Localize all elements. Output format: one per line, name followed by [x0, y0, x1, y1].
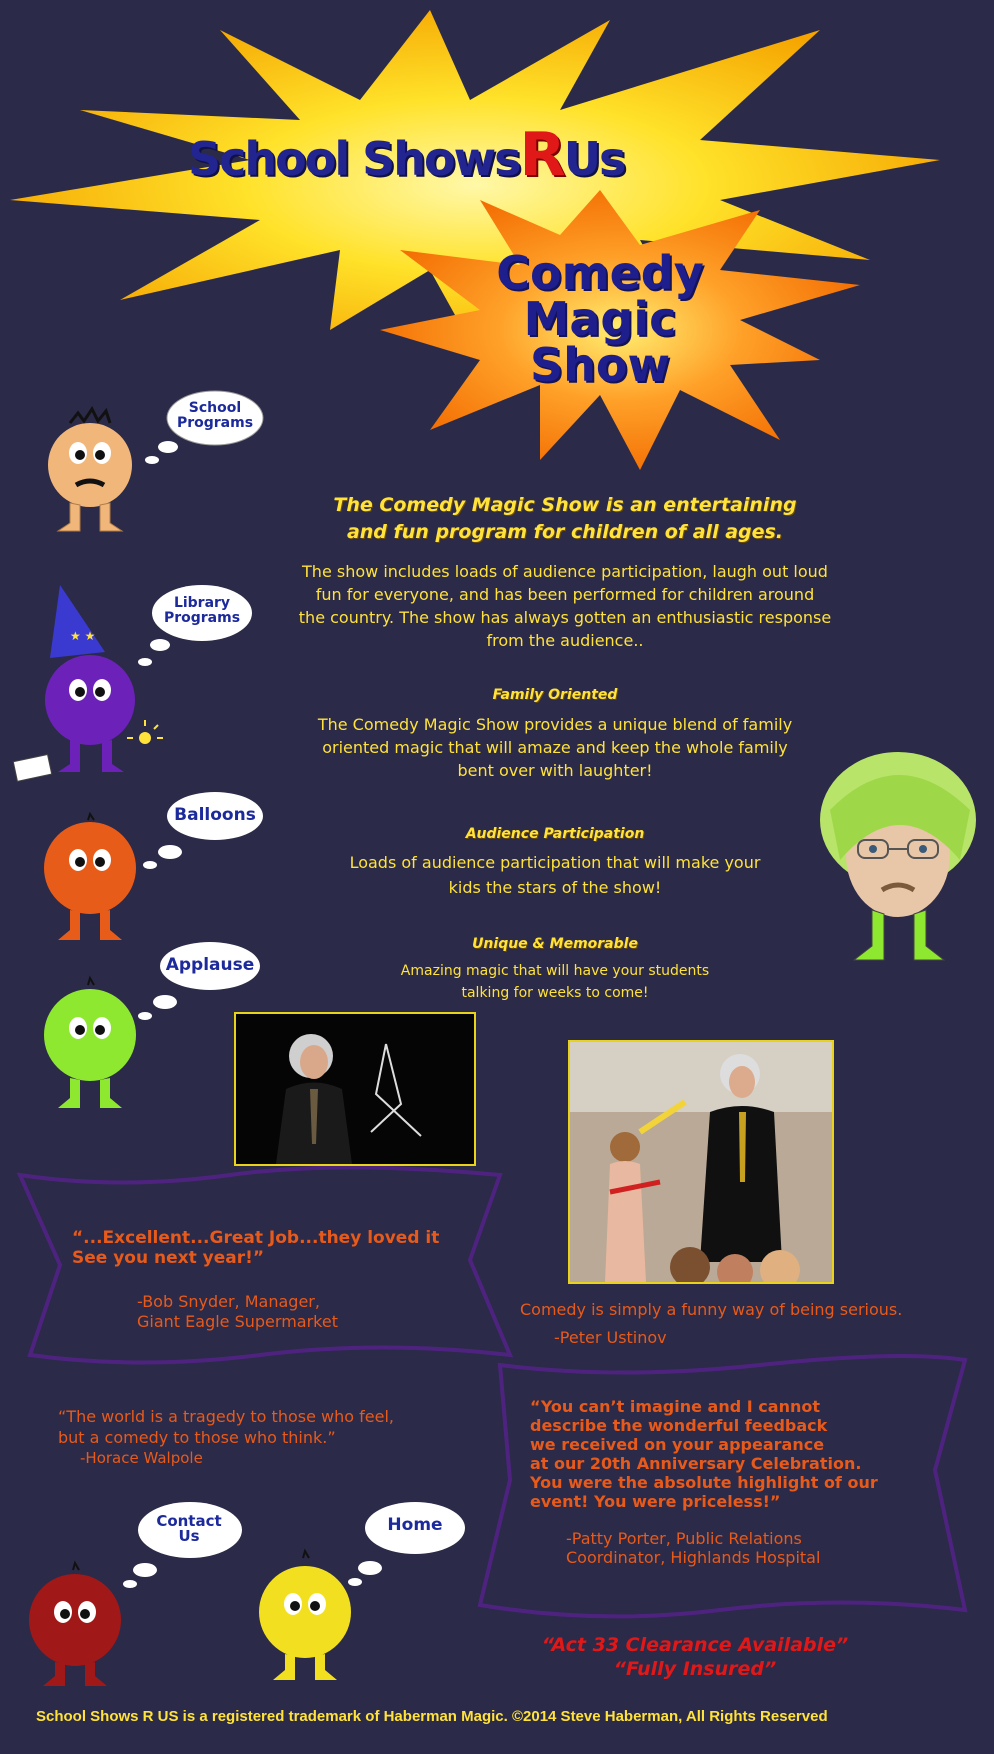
nav-contact-us[interactable] — [25, 1500, 245, 1690]
porter-quote-line-6: event! You were priceless!” — [530, 1492, 781, 1511]
testimonial-porter — [530, 1397, 950, 1567]
nav-label-library-programs: Programs — [163, 610, 241, 626]
porter-author-line-2: Coordinator, Highlands Hospital — [566, 1548, 821, 1567]
quote-ustinov — [520, 1300, 980, 1348]
family-line-3: bent over with laughter! — [457, 761, 653, 780]
section-heading-family: Family Oriented — [492, 687, 618, 703]
page-title — [470, 246, 730, 392]
section-heading-unique: Unique & Memorable — [472, 936, 638, 952]
logo-letter-r: R — [519, 120, 564, 190]
nav-label-contact: Contact — [156, 1512, 222, 1530]
nav-label-balloons: Balloons — [174, 805, 256, 825]
porter-quote-line-5: You were the absolute highlight of our — [530, 1473, 878, 1492]
clearance-notes — [480, 1633, 910, 1681]
section-family-oriented — [260, 685, 850, 782]
snyder-quote-line-1: “...Excellent...Great Job...they loved it — [72, 1228, 440, 1248]
walpole-quote-line-1: “The world is a tragedy to those who feel, — [58, 1407, 394, 1426]
logo-text-us: Us — [563, 132, 625, 186]
snyder-author-line-2: Giant Eagle Supermarket — [137, 1312, 338, 1331]
logo-text-school-shows: School Shows — [188, 132, 520, 186]
porter-quote-line-1: “You can’t imagine and I cannot — [530, 1397, 820, 1416]
magician-mascot-icon — [810, 750, 985, 975]
audience-line-1: Loads of audience participation that will make your — [349, 853, 761, 872]
note-clearance: “Act 33 Clearance Available” — [541, 1634, 849, 1656]
performance-photo-hanger — [234, 1012, 476, 1166]
family-line-2: oriented magic that will amaze and keep the whole family — [322, 738, 788, 757]
unique-line-2: talking for weeks to come! — [461, 985, 649, 1001]
nav-label-library: Library — [173, 595, 231, 611]
intro-body-line-2: fun for everyone, and has been performed for children around — [315, 585, 815, 604]
nav-label-programs: Programs — [176, 415, 254, 431]
family-line-1: The Comedy Magic Show provides a unique blend of family — [317, 715, 793, 734]
porter-quote-line-2: describe the wonderful feedback — [530, 1416, 828, 1435]
magician-performing-photo — [236, 1014, 474, 1164]
intro-section — [250, 492, 880, 652]
nav-balloons[interactable] — [40, 790, 280, 950]
walpole-author: -Horace Walpole — [80, 1449, 203, 1467]
section-unique-memorable — [260, 934, 850, 1004]
nav-library-programs[interactable] — [10, 580, 270, 790]
walpole-quote-line-2: but a comedy to those who think.” — [58, 1428, 336, 1447]
performance-photo-kids — [568, 1040, 834, 1284]
magician-with-kids-photo — [570, 1042, 832, 1282]
snyder-quote-line-2: See you next year!” — [72, 1248, 265, 1268]
nav-home[interactable] — [255, 1500, 475, 1690]
nav-school-programs[interactable] — [40, 385, 280, 555]
svg-text:★ ★: ★ ★ — [70, 629, 96, 643]
title-line-1: Comedy — [496, 246, 704, 300]
footer-copyright: School Shows R US is a registered trademark of Haberman Magic. ©2014 Steve Haberman, All Rights Reserved — [36, 1708, 828, 1725]
nav-label-us: Us — [178, 1527, 200, 1545]
nav-label-applause: Applause — [165, 955, 255, 975]
note-insured: “Fully Insured” — [613, 1658, 777, 1680]
ustinov-author: -Peter Ustinov — [554, 1328, 667, 1347]
ustinov-quote-text: Comedy is simply a funny way of being serious. — [520, 1300, 903, 1319]
intro-headline-line-2: and fun program for children of all ages. — [346, 521, 784, 543]
section-audience-participation — [260, 824, 850, 900]
nav-label-home: Home — [387, 1515, 443, 1535]
site-logo[interactable] — [188, 120, 624, 190]
intro-body-line-3: the country. The show has always gotten an enthusiastic response — [298, 608, 832, 627]
intro-body-line-1: The show includes loads of audience participation, laugh out loud — [302, 562, 828, 581]
porter-quote-line-4: at our 20th Anniversary Celebration. — [530, 1454, 862, 1473]
testimonial-snyder — [72, 1228, 482, 1332]
title-line-2: Magic — [523, 292, 677, 346]
snyder-author-line-1: -Bob Snyder, Manager, — [137, 1292, 320, 1311]
title-line-3: Show — [530, 338, 670, 392]
intro-body-line-4: from the audience.. — [486, 631, 644, 650]
section-heading-audience: Audience Participation — [465, 826, 645, 842]
porter-author-line-1: -Patty Porter, Public Relations — [566, 1529, 802, 1548]
nav-label-school: School — [188, 400, 242, 416]
quote-walpole — [58, 1406, 488, 1468]
porter-quote-line-3: we received on your appearance — [530, 1435, 825, 1454]
intro-headline-line-1: The Comedy Magic Show is an entertaining — [333, 494, 797, 516]
unique-line-1: Amazing magic that will have your students — [400, 963, 710, 979]
audience-line-2: kids the stars of the show! — [448, 878, 662, 897]
